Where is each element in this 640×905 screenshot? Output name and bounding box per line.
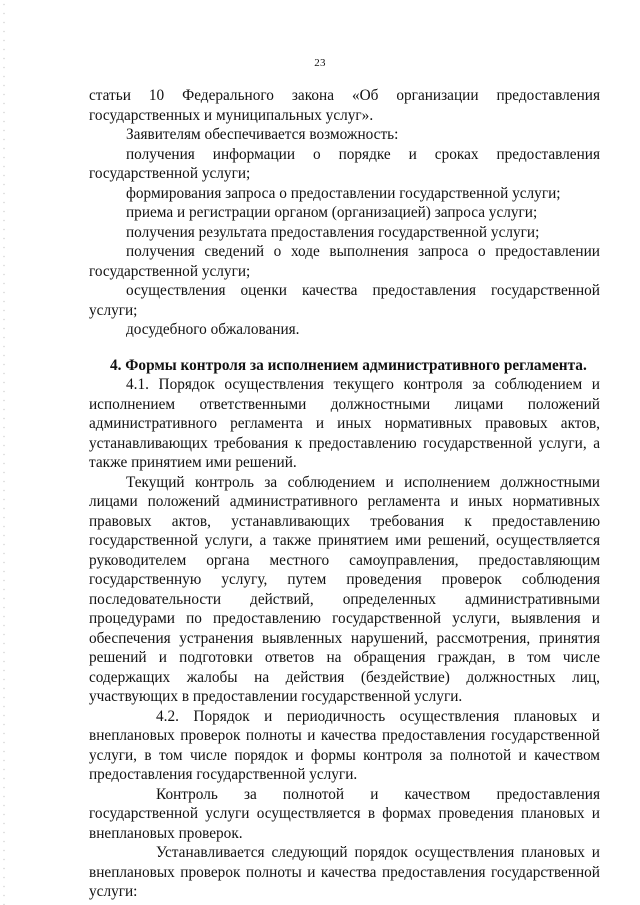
paragraph-law-reference: статьи 10 Федерального закона «Об организации предоставления государственных и муниципальных услуг». (89, 87, 600, 124)
list-item-quality-assessment: осуществления оценки качества предоставления государственной услуги; (89, 282, 600, 319)
paragraph-4-2: 4.2. Порядок и периодичность осуществления плановых и внеплановых проверок полноты и качества предоставления государственной услуги, в том числе порядок и формы контроля за полнотой и качеством предоставления государственной услуги. (89, 707, 600, 783)
paragraph-applicants-intro: Заявителям обеспечивается возможность: (126, 126, 399, 143)
list-item-information: получения информации о порядке и сроках предоставления государственной услуги; (89, 145, 600, 182)
section-heading: 4. Формы контроля за исполнением административного регламента. (110, 356, 587, 374)
paragraph-control-forms: Контроль за полнотой и качеством предоставления государственной услуги осуществляется в формах проведения плановых и внеплановых проверок. (89, 785, 600, 842)
paragraph-inspection-procedure: Устанавливается следующий порядок осуществления плановых и внеплановых проверок полноты и качества предоставления государственной услуги: (89, 844, 600, 900)
paragraph-current-control: Текущий контроль за соблюдением и исполнением должностными лицами положений административного регламента и иных нормативных правовых актов, устанавливающих требования к предоставлению государственной услуги, а также принятием ими решений, осуществляется руководителем органа местного самоуправления, предоставляющим государственную услугу, путем проведения проверок соблюдения последовательности действий, определенных административными процедурами по предоставлению государственной услуги, выявления и обеспечения устранения выявленных нарушений, рассмотрения, принятия решений и подготовки ответов на обращения граждан, в том числе содержащих жалобы на действия (бездействие) должностных лиц, участвующих в предоставлении государственной услуги. (89, 473, 600, 705)
scan-edge-artifact (3, 0, 5, 905)
list-item-request-registration: приема и регистрации органом (организацией) запроса услуги; (126, 204, 538, 221)
page-number: 23 (314, 57, 326, 69)
paragraph-4-1: 4.1. Порядок осуществления текущего контроля за соблюдением и исполнением ответственными должностными лицами положений административного регламента и иных нормативных правовых актов, устанавливающих требования к предоставлению государственной услуги, а также принятием ими решений. (89, 376, 600, 471)
list-item-pretrial-appeal: досудебного обжалования. (126, 321, 300, 338)
list-item-result: получения результата предоставления государственной услуги; (126, 223, 540, 241)
list-item-request-forming: формирования запроса о предоставлении государственной услуги; (126, 184, 561, 202)
document-body (89, 86, 600, 902)
list-item-progress-info: получения сведений о ходе выполнения запроса о предоставлении государственной услуги; (89, 243, 600, 280)
